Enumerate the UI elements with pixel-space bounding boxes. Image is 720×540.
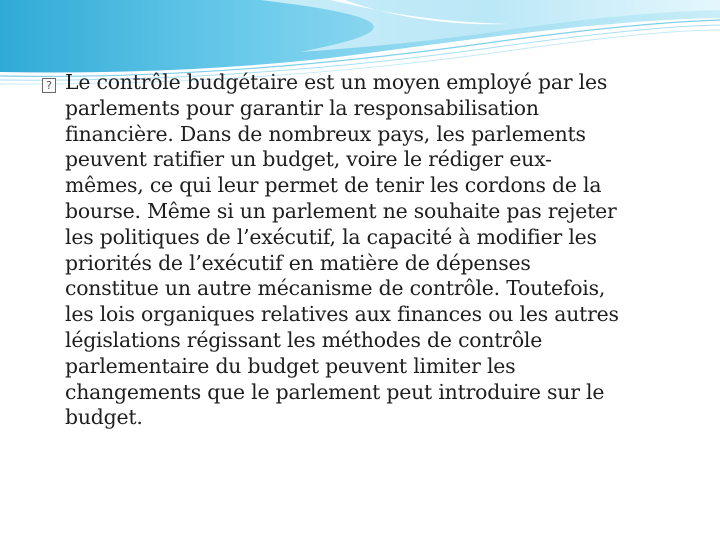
paragraph-text: Le contrôle budgétaire est un moyen employé par les parlements pour garantir la responsabilisation financière. Dans de nombreux pays, les parlements peuvent ratifier un budget, voire le rédiger eux- mêmes, ce qui leur permet de tenir les cordons de la bourse. Même si un parlement ne souhaite pas rejeter les politiques de l’exécutif, la capacité à modifier les priorités de l’exécutif en matière de dépenses constitue un autre mécanisme de contrôle. Toutefois, les lois organiques relatives aux finances ou les autres législations régissant les méthodes de contrôle parlementaire du budget peuvent limiter les changements que le parlement peut introduire sur le budget. <box>65 70 619 430</box>
slide-content <box>40 70 680 431</box>
bullet-paragraph <box>40 70 680 431</box>
missing-glyph-icon <box>42 78 56 93</box>
